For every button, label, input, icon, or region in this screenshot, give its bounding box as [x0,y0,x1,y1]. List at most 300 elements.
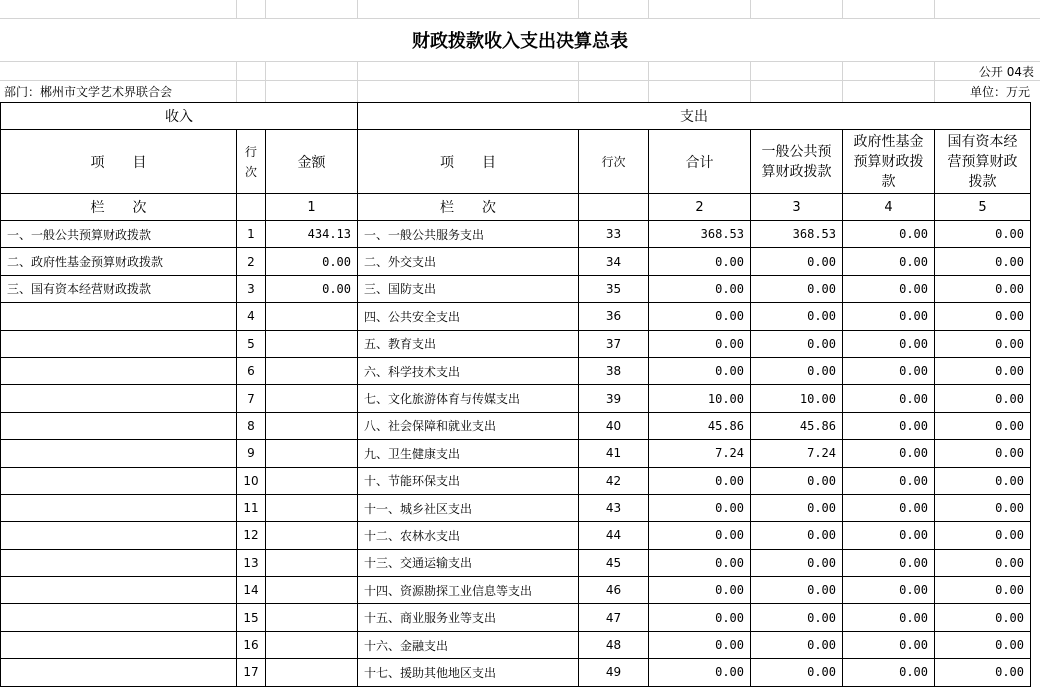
general-budget-amount: 0.00 [807,364,836,379]
expense-total: 368.53 [700,227,744,242]
income-amount: 0.00 [322,281,351,296]
form-code: 公开 04表 [978,64,1034,79]
total-header: 合计 [649,130,751,194]
income-row-no-header: 行次 [237,130,266,194]
expense-total: 0.00 [715,473,744,488]
income-row-no: 9 [247,446,255,461]
state-capital-amount: 0.00 [995,418,1024,433]
expense-row-no-cell [579,412,649,439]
income-amount-cell [266,221,358,248]
fund-budget-amount: 0.00 [899,610,928,625]
income-item-header: 项 目 [1,130,237,194]
income-row-no: 2 [247,254,255,269]
state-capital-amount: 0.00 [995,638,1024,653]
expense-total: 0.00 [715,610,744,625]
expense-item-cell [358,357,579,384]
state-capital-amount-cell [935,494,1031,521]
general-budget-amount-cell [751,659,843,686]
income-amount-cell [266,275,358,302]
fund-budget-amount-cell [843,248,935,275]
income-item-cell [1,440,237,467]
income-item-cell [1,221,237,248]
income-amount-cell [266,604,358,631]
general-budget-amount: 45.86 [799,418,836,433]
fund-budget-amount: 0.00 [899,638,928,653]
expense-total-cell [649,385,751,412]
gridline [648,0,649,18]
income-amount: 434.13 [307,227,351,242]
table-row [1,522,1031,549]
expense-row-no: 37 [605,336,622,351]
general-budget-amount: 0.00 [807,638,836,653]
page-title: 财政拨款收入支出决算总表 [412,31,628,52]
expense-row-no: 45 [605,555,622,570]
sequence-total: 2 [649,194,751,221]
fund-budget-amount-cell [843,522,935,549]
expense-row-no-cell [579,357,649,384]
income-amount-cell [266,357,358,384]
fund-budget-amount: 0.00 [899,501,928,516]
state-capital-amount-cell [935,549,1031,576]
expense-row-no: 42 [605,473,622,488]
expense-row-no: 40 [605,418,622,433]
income-row-no: 12 [243,528,259,543]
expense-item: 四、公共安全支出 [364,309,461,324]
income-row-no-cell [237,385,266,412]
state-capital-amount-cell [935,631,1031,658]
table-row [1,412,1031,439]
income-item-cell [1,412,237,439]
table-row [1,577,1031,604]
general-budget-amount: 0.00 [807,309,836,324]
income-amount-cell [266,659,358,686]
state-capital-amount-cell [935,467,1031,494]
income-row-no-cell [237,604,266,631]
general-budget-amount: 7.24 [807,446,836,461]
fund-budget-amount: 0.00 [899,309,928,324]
fund-budget-amount: 0.00 [899,336,928,351]
expense-row-no-cell [579,303,649,330]
fund-budget-amount: 0.00 [899,473,928,488]
state-capital-amount-cell [935,522,1031,549]
income-amount-cell [266,577,358,604]
budget-table [0,102,1031,687]
expense-row-no-cell [579,440,649,467]
expense-total-cell [649,494,751,521]
expense-total-cell [649,357,751,384]
income-row-no-cell [237,440,266,467]
fund-budget-amount-cell [843,357,935,384]
expense-total: 0.00 [715,309,744,324]
income-amount-cell [266,549,358,576]
income-amount-cell [266,385,358,412]
general-budget-amount-cell [751,549,843,576]
income-item-cell [1,385,237,412]
fund-budget-amount: 0.00 [899,528,928,543]
state-capital-amount-cell [935,357,1031,384]
state-capital-amount: 0.00 [995,610,1024,625]
income-row-no-cell [237,303,266,330]
table-row [1,330,1031,357]
gridline [750,0,751,18]
expense-item-cell [358,549,579,576]
expense-total: 0.00 [715,528,744,543]
income-amount-cell [266,248,358,275]
gridline [648,62,649,102]
state-capital-header: 国有资本经营预算财政拨款 [935,130,1031,194]
income-row-no: 13 [243,555,259,570]
expense-total: 7.24 [715,446,744,461]
expense-total: 0.00 [715,364,744,379]
fund-budget-amount-cell [843,494,935,521]
expense-row-no-cell [579,330,649,357]
general-budget-amount-cell [751,275,843,302]
general-budget-amount: 0.00 [807,555,836,570]
expense-row-no-cell [579,385,649,412]
expense-item: 五、教育支出 [364,337,437,352]
table-row [1,604,1031,631]
income-item: 三、国有资本经营财政拨款 [7,282,152,297]
general-budget-amount: 0.00 [807,583,836,598]
expense-total-cell [649,330,751,357]
fund-budget-amount-cell [843,275,935,302]
income-amount-cell [266,330,358,357]
income-item-cell [1,357,237,384]
sequence-general: 3 [751,194,843,221]
income-row-no: 8 [247,418,255,433]
income-item-cell [1,330,237,357]
general-budget-amount: 10.00 [799,391,836,406]
unit-label: 单位：万元 [969,84,1030,99]
general-budget-amount-cell [751,440,843,467]
table-row [1,275,1031,302]
general-budget-amount-cell [751,494,843,521]
expense-item-cell [358,385,579,412]
income-amount-header: 金额 [266,130,358,194]
table-row [1,549,1031,576]
income-amount: 0.00 [322,254,351,269]
income-item-cell [1,659,237,686]
expense-item: 十七、援助其他地区支出 [364,665,497,680]
fund-budget-amount: 0.00 [899,665,928,680]
state-capital-amount: 0.00 [995,281,1024,296]
general-budget-amount: 0.00 [807,665,836,680]
state-capital-amount-cell [935,412,1031,439]
income-row-no-cell [237,549,266,576]
income-item-cell [1,248,237,275]
general-budget-amount-cell [751,631,843,658]
expense-row-no: 44 [605,528,622,543]
expense-total: 0.00 [715,501,744,516]
expense-item: 八、社会保障和就业支出 [364,419,497,434]
expense-item-cell [358,522,579,549]
expense-row-no: 43 [605,501,622,516]
gridline [578,62,579,102]
expense-item-cell [358,440,579,467]
department-label: 部门：郴州市文学艺术界联合会 [4,84,173,99]
gridline [236,0,237,18]
expense-item-cell [358,303,579,330]
state-capital-amount-cell [935,248,1031,275]
state-capital-amount-cell [935,385,1031,412]
state-capital-amount: 0.00 [995,473,1024,488]
fund-budget-amount: 0.00 [899,254,928,269]
income-amount-cell [266,494,358,521]
table-row [1,385,1031,412]
fund-budget-amount: 0.00 [899,583,928,598]
expense-row-no: 33 [605,227,622,242]
sequence-blank [237,194,266,221]
fund-budget-amount-cell [843,467,935,494]
sequence-state: 5 [935,194,1031,221]
sequence-label: 栏 次 [1,194,237,221]
income-row-no: 14 [243,583,259,598]
general-budget-amount: 0.00 [807,254,836,269]
income-row-no-cell [237,248,266,275]
income-row-no-cell [237,221,266,248]
general-budget-amount-cell [751,221,843,248]
income-row-no: 3 [247,281,255,296]
general-budget-header: 一般公共预算财政拨款 [751,130,843,194]
income-amount-cell [266,303,358,330]
expense-item: 一、一般公共服务支出 [364,227,485,242]
expense-row-no: 35 [605,281,622,296]
expense-row-no-cell [579,604,649,631]
expense-item: 十一、城乡社区支出 [364,501,473,516]
expense-item-cell [358,412,579,439]
table-row [1,440,1031,467]
income-item-cell [1,604,237,631]
fund-budget-amount-cell [843,549,935,576]
fund-budget-amount: 0.00 [899,227,928,242]
gridline [842,0,843,18]
expense-row-no: 36 [605,309,622,324]
expense-item-cell [358,577,579,604]
table-row [1,494,1031,521]
expense-total: 0.00 [715,336,744,351]
income-row-no-cell [237,330,266,357]
income-item-cell [1,303,237,330]
expense-row-no-header: 行次 [579,130,649,194]
table-row [1,357,1031,384]
income-amount-cell [266,467,358,494]
expense-total: 0.00 [715,638,744,653]
state-capital-amount-cell [935,440,1031,467]
expense-total: 0.00 [715,583,744,598]
expense-item-cell [358,248,579,275]
expense-item: 二、外交支出 [364,255,437,270]
state-capital-amount-cell [935,577,1031,604]
expense-total: 0.00 [715,555,744,570]
income-row-no-cell [237,275,266,302]
expense-item: 十五、商业服务业等支出 [364,611,497,626]
expense-row-no-cell [579,275,649,302]
expense-total-cell [649,275,751,302]
expense-total-cell [649,631,751,658]
expense-row-no-cell [579,248,649,275]
table-row [1,303,1031,330]
gridline [265,0,266,18]
sequence-blank [579,194,649,221]
expense-row-no: 39 [605,391,622,406]
expense-row-no: 41 [605,446,622,461]
income-row-no-cell [237,659,266,686]
expense-item-cell [358,467,579,494]
expense-row-no: 38 [605,364,622,379]
fund-budget-amount: 0.00 [899,555,928,570]
fund-budget-amount-cell [843,412,935,439]
table-row [1,221,1031,248]
expense-total: 0.00 [715,665,744,680]
expense-item: 十、节能环保支出 [364,474,461,489]
expense-item-cell [358,659,579,686]
income-row-no: 11 [243,501,259,516]
fund-budget-amount: 0.00 [899,364,928,379]
general-budget-amount: 0.00 [807,281,836,296]
income-row-no: 16 [243,638,259,653]
income-amount-cell [266,412,358,439]
general-budget-amount-cell [751,467,843,494]
income-amount-cell [266,631,358,658]
expense-item-cell [358,221,579,248]
expense-item: 十三、交通运输支出 [364,556,473,571]
income-item-cell [1,577,237,604]
gridline [934,0,935,18]
income-amount-cell [266,522,358,549]
expense-item-cell [358,604,579,631]
expense-total-cell [649,577,751,604]
fund-budget-amount: 0.00 [899,446,928,461]
fund-budget-amount-cell [843,385,935,412]
expense-row-no-cell [579,221,649,248]
sequence-income-amount: 1 [266,194,358,221]
income-row-no-cell [237,357,266,384]
expense-total: 0.00 [715,281,744,296]
gridline [578,0,579,18]
expense-row-no: 47 [605,610,622,625]
general-budget-amount-cell [751,577,843,604]
general-budget-amount-cell [751,357,843,384]
expense-row-no: 48 [605,638,622,653]
income-item: 二、政府性基金预算财政拨款 [7,255,164,270]
expense-item: 七、文化旅游体育与传媒支出 [364,392,521,407]
expense-row-no-cell [579,549,649,576]
expense-total-cell [649,549,751,576]
income-row-no: 15 [243,610,259,625]
fund-budget-amount-cell [843,440,935,467]
expense-total: 45.86 [707,418,744,433]
table-row [1,659,1031,686]
income-row-no-cell [237,631,266,658]
fund-budget-header: 政府性基金预算财政拨款 [843,130,935,194]
fund-budget-amount-cell [843,631,935,658]
state-capital-amount-cell [935,303,1031,330]
state-capital-amount: 0.00 [995,254,1024,269]
general-budget-amount-cell [751,412,843,439]
income-row-no-cell [237,577,266,604]
expense-item: 十六、金融支出 [364,638,449,653]
general-budget-amount-cell [751,522,843,549]
state-capital-amount: 0.00 [995,227,1024,242]
expense-row-no-cell [579,659,649,686]
fund-budget-amount-cell [843,659,935,686]
expense-total: 10.00 [707,391,744,406]
state-capital-amount: 0.00 [995,391,1024,406]
expense-total-cell [649,303,751,330]
expense-item-header: 项 目 [358,130,579,194]
income-row-no: 4 [247,309,255,324]
income-row-no: 5 [247,336,255,351]
income-amount-cell [266,440,358,467]
expense-row-no-cell [579,522,649,549]
expense-row-no: 49 [605,665,622,680]
table-row [1,248,1031,275]
expense-row-no-cell [579,494,649,521]
fund-budget-amount-cell [843,604,935,631]
general-budget-amount-cell [751,385,843,412]
income-item-cell [1,549,237,576]
expense-item: 三、国防支出 [364,282,437,297]
state-capital-amount: 0.00 [995,583,1024,598]
gridline [842,62,843,102]
gridline [0,61,1040,62]
expense-header: 支出 [358,103,1031,130]
expense-row-no: 46 [605,583,622,598]
state-capital-amount-cell [935,221,1031,248]
expense-row-no: 34 [605,254,622,269]
fund-budget-amount: 0.00 [899,281,928,296]
income-row-no: 6 [247,364,255,379]
general-budget-amount-cell [751,330,843,357]
fund-budget-amount: 0.00 [899,391,928,406]
gridline [357,62,358,102]
state-capital-amount: 0.00 [995,665,1024,680]
expense-total-cell [649,440,751,467]
state-capital-amount-cell [935,275,1031,302]
expense-row-no-cell [579,577,649,604]
expense-item: 九、卫生健康支出 [364,446,461,461]
general-budget-amount: 0.00 [807,336,836,351]
income-item-cell [1,522,237,549]
fund-budget-amount-cell [843,330,935,357]
income-row-no: 10 [243,473,259,488]
general-budget-amount: 0.00 [807,473,836,488]
income-item-cell [1,275,237,302]
expense-total-cell [649,659,751,686]
income-row-no-cell [237,412,266,439]
income-row-no-cell [237,522,266,549]
expense-total: 0.00 [715,254,744,269]
state-capital-amount: 0.00 [995,336,1024,351]
section-header-row [1,103,1031,130]
state-capital-amount: 0.00 [995,501,1024,516]
state-capital-amount-cell [935,659,1031,686]
expense-total-cell [649,221,751,248]
expense-item: 六、科学技术支出 [364,364,461,379]
table-row [1,467,1031,494]
expense-total-cell [649,467,751,494]
column-header-row [1,130,1031,194]
fund-budget-amount-cell [843,221,935,248]
income-row-no-cell [237,494,266,521]
expense-row-no-cell [579,467,649,494]
state-capital-amount-cell [935,604,1031,631]
sequence-label: 栏 次 [358,194,579,221]
income-header: 收入 [1,103,358,130]
income-item-cell [1,631,237,658]
expense-item-cell [358,330,579,357]
general-budget-amount-cell [751,604,843,631]
